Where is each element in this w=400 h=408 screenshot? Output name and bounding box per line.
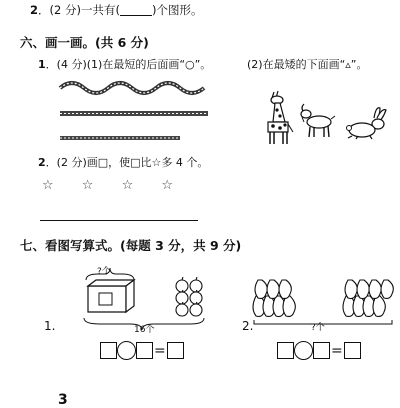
section6-question-1: 1．(4 分)(1)在最短的后面画“○”。 bbox=[38, 58, 212, 71]
problem1-figure bbox=[70, 262, 270, 342]
section-6-title: 六、画一画。(共 6 分) bbox=[20, 35, 149, 50]
problem2-total-label: ?个 bbox=[311, 323, 325, 333]
answer-box[interactable] bbox=[100, 342, 117, 359]
problem1-total-label: 16个 bbox=[134, 325, 155, 335]
operator-circle[interactable] bbox=[117, 341, 136, 360]
rabbit-figure bbox=[344, 104, 390, 144]
problem1-equation bbox=[100, 341, 184, 360]
giraffe-figure bbox=[258, 88, 298, 148]
answer-box[interactable] bbox=[313, 342, 330, 359]
drawing-answer-line[interactable] bbox=[40, 220, 198, 221]
problem1-top-label: ?个 bbox=[97, 267, 111, 277]
goat-figure bbox=[298, 102, 338, 142]
equals-sign: = bbox=[154, 342, 166, 359]
answer-box[interactable] bbox=[136, 342, 153, 359]
answer-box[interactable] bbox=[277, 342, 294, 359]
section6-question-1-part2: (2)在最矮的下面画“▵”。 bbox=[247, 58, 368, 71]
apples-group bbox=[176, 277, 202, 316]
equals-sign: = bbox=[331, 342, 343, 359]
pears-left bbox=[253, 280, 295, 317]
pears-right bbox=[343, 280, 393, 317]
problem2-equation bbox=[277, 341, 361, 360]
answer-box[interactable] bbox=[344, 342, 361, 359]
star-row: ☆ ☆ ☆ ☆ bbox=[42, 178, 186, 193]
wavy-rope bbox=[60, 83, 204, 93]
section6-question-2: 2．(2 分)画□，使□比☆多 4 个。 bbox=[38, 156, 209, 169]
next-question-number: 3 bbox=[58, 392, 68, 408]
answer-box[interactable] bbox=[167, 342, 184, 359]
problem2-label: 2. bbox=[242, 319, 254, 333]
operator-circle[interactable] bbox=[294, 341, 313, 360]
problem1-label: 1. bbox=[44, 319, 56, 333]
section-7-title: 七、看图写算式。(每题 3 分，共 9 分) bbox=[20, 238, 242, 253]
question-2-top: 2．(2 分)一共有( )个图形。 bbox=[30, 3, 203, 17]
